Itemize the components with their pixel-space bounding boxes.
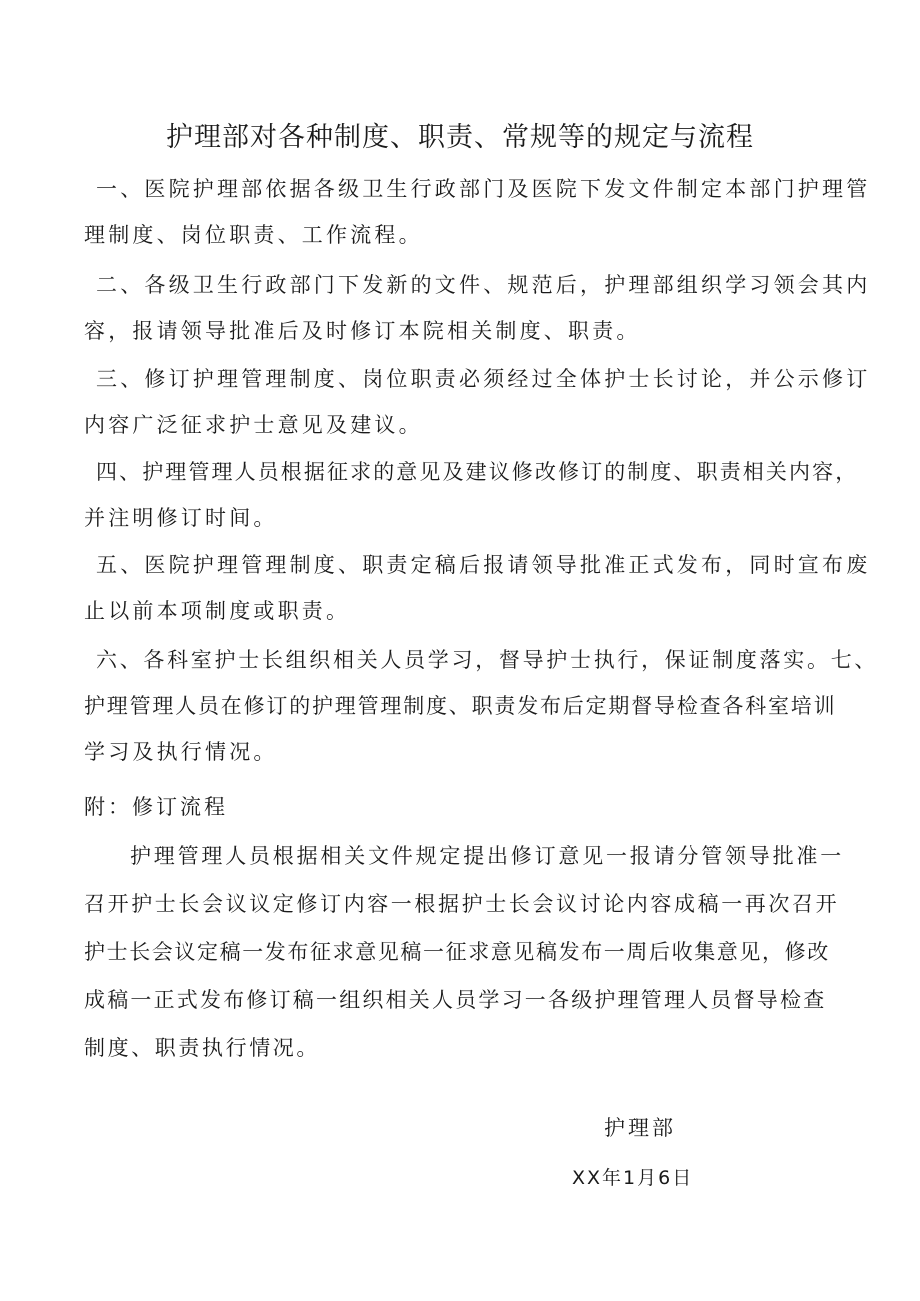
document-title: 护理部对各种制度、职责、常规等的规定与流程 [166,122,754,153]
clause-3-line-2: 内容广泛征求护士意见及建议。 [84,413,423,437]
clause-3-line-1: 三、修订护理管理制度、岗位职责必须经过全体护士长讨论，并公示修订 [96,367,871,391]
annex-label: 附：修订流程 [84,795,228,819]
clause-4 [84,449,859,541]
clause-6-line-2: 护理管理人员在修订的护理管理制度、职责发布后定期督导检查各科室培训 [84,694,837,718]
flow-line-2: 召开护士长会议议定修订内容一根据护士长会议讨论内容成稿一再次召开 [84,892,840,916]
clause-2 [84,262,871,354]
clause-6-line-3: 学习及执行情况。 [84,740,278,764]
clause-4-line-1: 四、护理管理人员根据征求的意见及建议修改修订的制度、职责相关内容， [96,460,859,484]
flow-line-3: 护士长会议定稿一发布征求意见稿一征求意见稿发布一周后收集意见，修改 [84,940,830,964]
flow-line-5: 制度、职责执行情况。 [84,1036,320,1060]
clause-5-line-2: 止以前本项制度或职责。 [84,599,351,623]
clause-6-line-1: 六、各科室护士长组织相关人员学习，督导护士执行，保证制度落实。七、 [96,648,879,672]
clause-1 [84,166,871,258]
clause-1-line-1: 一、医院护理部依据各级卫生行政部门及医院下发文件制定本部门护理管 [96,177,871,201]
clause-3 [84,356,871,448]
flow-line-4: 成稿一正式发布修订稿一组织相关人员学习一各级护理管理人员督导检查 [84,988,827,1012]
clause-5-line-1: 五、医院护理管理制度、职责定稿后报请领导批准正式发布，同时宣布废 [96,553,871,577]
signature-date: XX年1月6日 [572,1167,694,1189]
signature: 护理部 [604,1116,676,1140]
clause-5 [84,542,871,634]
clause-2-line-1: 二、各级卫生行政部门下发新的文件、规范后，护理部组织学习领会其内 [96,273,871,297]
clause-2-line-2: 容，报请领导批准后及时修订本院相关制度、职责。 [84,319,641,343]
clause-4-line-2: 并注明修订时间。 [84,506,278,530]
flow-line-1: 护理管理人员根据相关文件规定提出修订意见一报请分管领导批准一 [130,844,844,868]
revision-flow [84,832,844,1072]
clause-1-line-2: 理制度、岗位职责、工作流程。 [84,223,423,247]
clause-6 [84,637,879,775]
